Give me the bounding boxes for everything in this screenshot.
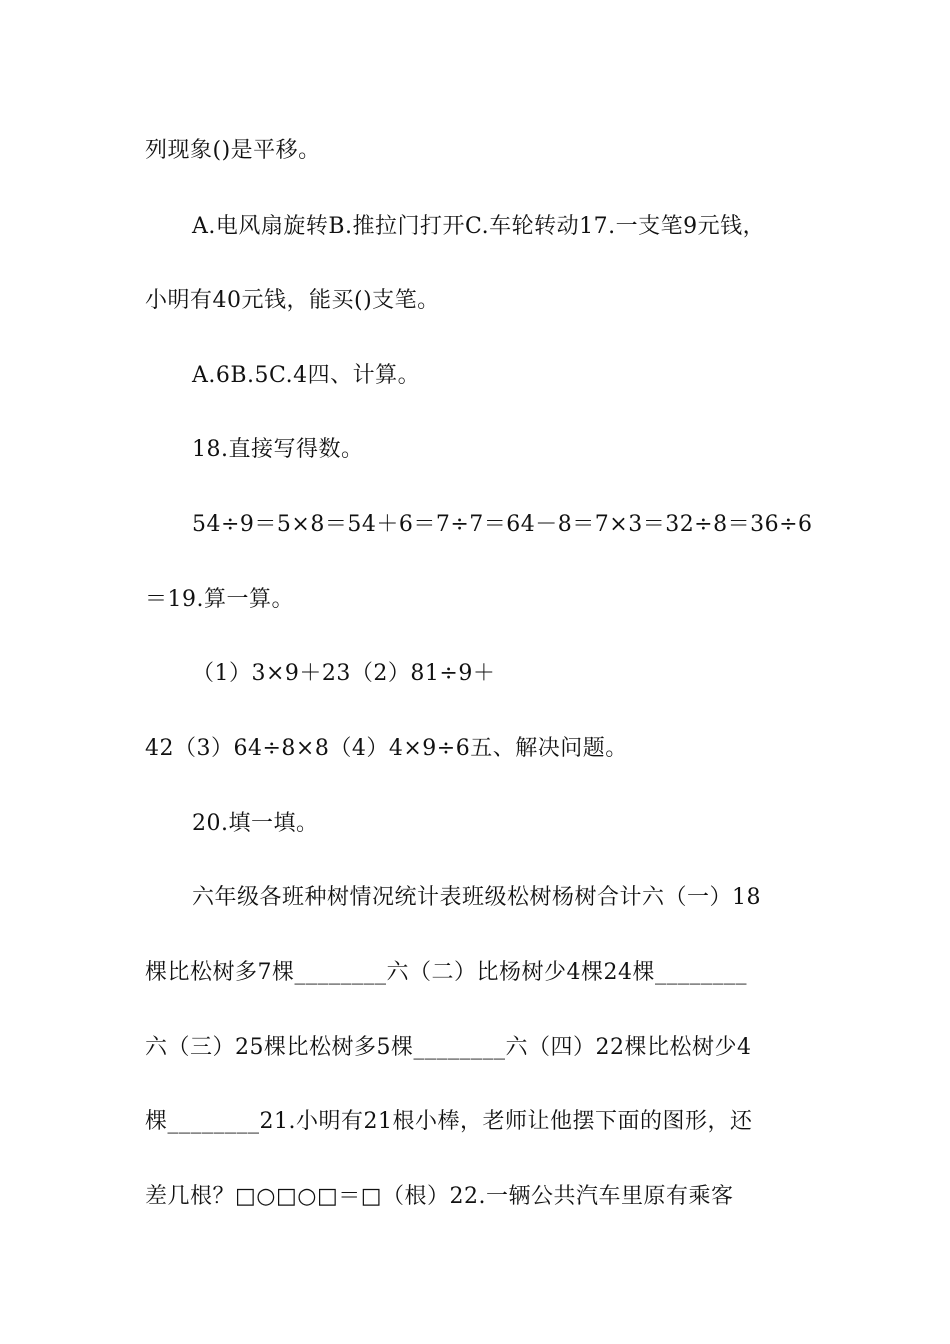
text-line-7: ＝19.算一算。 (145, 587, 294, 612)
text-line-14: 棵________21.小明有21根小棒，老师让他摆下面的图形，还 (145, 1109, 753, 1134)
text-line-6: 54÷9＝5×8＝54＋6＝7÷7＝64－8＝7×3＝32÷8＝36÷6 (192, 512, 813, 537)
text-line-4: A.6B.5C.4四、计算。 (192, 363, 421, 388)
text-line-10: 20.填一填。 (192, 811, 319, 836)
text-line-8: （1）3×9＋23（2）81÷9＋ (192, 661, 496, 686)
text-line-12: 棵比松树多7棵________六（二）比杨树少4棵24棵________ (145, 960, 747, 985)
text-line-11: 六年级各班种树情况统计表班级松树杨树合计六（一）18 (192, 885, 761, 910)
text-line-2: A.电风扇旋转B.推拉门打开C.车轮转动17.一支笔9元钱， (192, 214, 766, 239)
text-line-1: 列现象()是平移。 (145, 138, 321, 163)
text-line-3: 小明有40元钱，能买()支笔。 (145, 288, 440, 313)
text-line-5: 18.直接写得数。 (192, 437, 364, 462)
text-line-13: 六（三）25棵比松树多5棵________六（四）22棵比松树少4 (145, 1035, 752, 1060)
text-line-9: 42（3）64÷8×8（4）4×9÷6五、解决问题。 (145, 736, 628, 761)
text-line-15: 差几根？□○□○□＝□（根）22.一辆公共汽车里原有乘客 (145, 1184, 734, 1209)
